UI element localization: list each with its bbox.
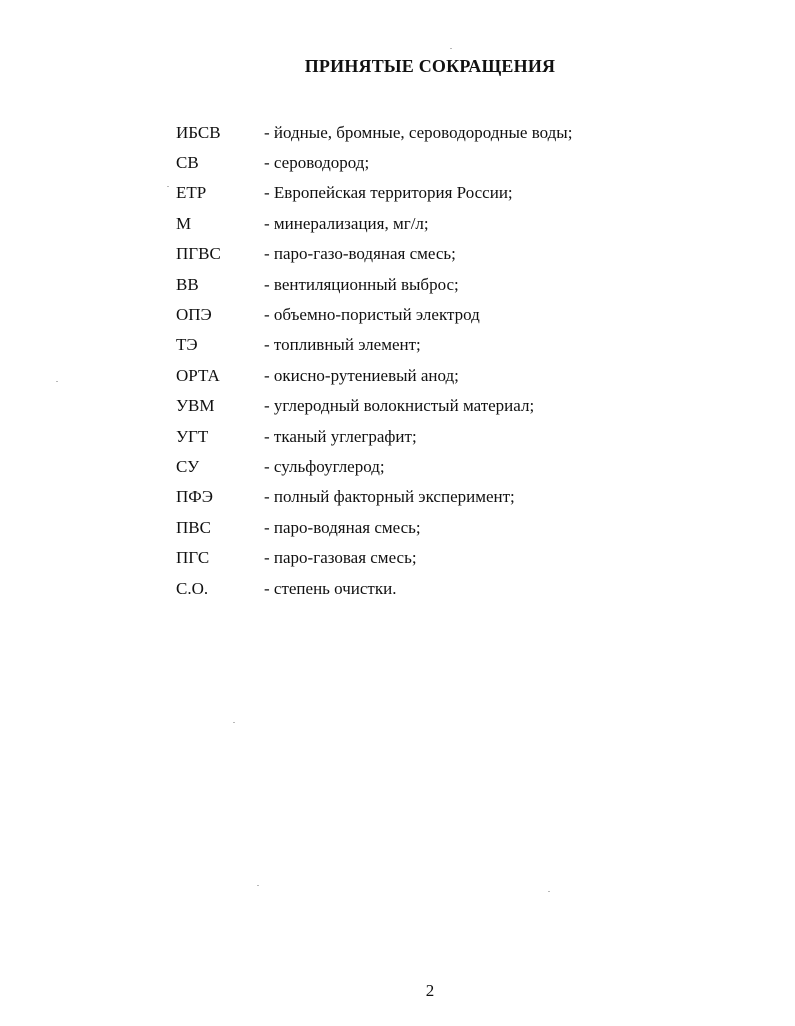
list-item <box>176 421 696 451</box>
list-item <box>176 451 696 481</box>
abbreviation-definition: - углеродный волокнистый материал; <box>264 396 535 416</box>
page-number: 2 <box>425 981 435 1000</box>
abbreviation-definition: - йодные, бромные, сероводородные воды; <box>264 122 573 142</box>
abbreviation-term: ОРТА <box>176 365 220 385</box>
abbreviation-definition: - паро-газо-водяная смесь; <box>264 244 456 264</box>
abbreviation-list <box>176 117 696 603</box>
abbreviation-term: С.О. <box>176 578 209 598</box>
scan-speck <box>233 722 235 723</box>
list-item <box>176 330 696 360</box>
list-item <box>176 573 696 603</box>
abbreviation-definition: - сероводород; <box>264 153 370 173</box>
abbreviation-definition: - вентиляционный выброс; <box>264 274 459 294</box>
list-item <box>176 542 696 572</box>
abbreviation-term: ИБСВ <box>176 122 221 142</box>
abbreviation-definition: - тканый углеграфит; <box>264 426 417 446</box>
list-item <box>176 239 696 269</box>
abbreviation-term: ПГС <box>176 548 210 568</box>
list-item <box>176 360 696 390</box>
page-title: ПРИНЯТЫЕ СОКРАЩЕНИЯ <box>304 56 556 76</box>
list-item <box>176 269 696 299</box>
list-item <box>176 117 696 147</box>
list-item <box>176 391 696 421</box>
abbreviation-term: ТЭ <box>176 335 198 355</box>
list-item <box>176 208 696 238</box>
abbreviation-definition: - объемно-пористый электрод <box>264 305 480 325</box>
list-item <box>176 178 696 208</box>
abbreviation-definition: - степень очистки. <box>264 578 397 598</box>
list-item <box>176 299 696 329</box>
abbreviation-definition: - минерализация, мг/л; <box>264 213 429 233</box>
abbreviation-term: СВ <box>176 153 199 173</box>
abbreviation-definition: - паро-газовая смесь; <box>264 548 417 568</box>
list-item <box>176 512 696 542</box>
scan-speck <box>450 48 452 49</box>
scan-speck <box>257 885 259 886</box>
abbreviation-term: ОПЭ <box>176 305 212 325</box>
abbreviation-definition: - топливный элемент; <box>264 335 421 355</box>
abbreviation-term: ЕТР <box>176 183 207 203</box>
list-item <box>176 482 696 512</box>
abbreviation-definition: - полный факторный эксперимент; <box>264 487 515 507</box>
scan-speck <box>167 186 169 187</box>
list-item <box>176 147 696 177</box>
abbreviation-term: ПГВС <box>176 244 221 264</box>
abbreviation-term: ПВС <box>176 517 211 537</box>
abbreviation-definition: - сульфоуглерод; <box>264 456 385 476</box>
abbreviation-definition: - окисно-рутениевый анод; <box>264 365 459 385</box>
abbreviation-term: М <box>176 213 192 233</box>
abbreviation-term: СУ <box>176 456 200 476</box>
scan-speck <box>56 381 58 382</box>
scan-speck <box>548 891 550 892</box>
abbreviation-definition: - Европейская территория России; <box>264 183 513 203</box>
abbreviation-term: ВВ <box>176 274 199 294</box>
abbreviation-term: УГТ <box>176 426 209 446</box>
abbreviation-term: УВМ <box>176 396 215 416</box>
abbreviation-definition: - паро-водяная смесь; <box>264 517 421 537</box>
abbreviation-term: ПФЭ <box>176 487 213 507</box>
